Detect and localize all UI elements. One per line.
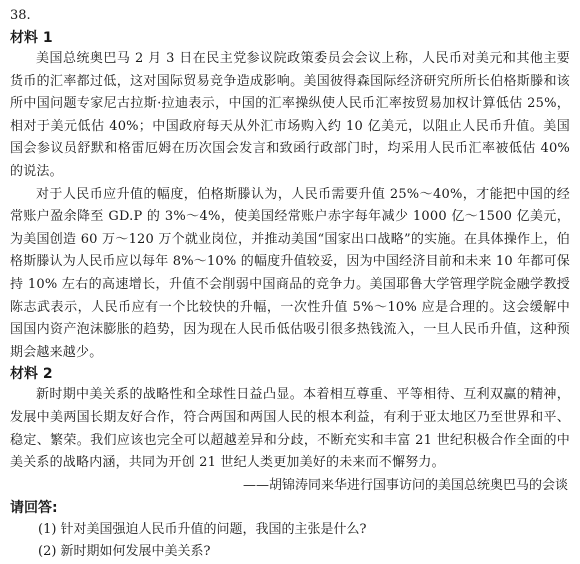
- material-1-heading: 材料 1: [10, 30, 53, 46]
- question-item-1: (1) 针对美国强迫人民币升值的问题，我国的主张是什么?: [38, 521, 367, 537]
- material-2-signature: ——胡锦涛同来华进行国事访问的美国总统奥巴马的会谈: [242, 477, 568, 493]
- material-2-heading: 材料 2: [10, 366, 53, 383]
- material-1-paragraph-1: 美国总统奥巴马 2 月 3 日在民主党参议院政策委员会会议上称，人民币对美元和其他主要货币的汇率都过低，这对国际贸易竞争造成影响。美国彼得森国际经济研究所所长伯格斯滕和该所中国问题专家尼古拉斯·拉迪表示，中国的汇率操纵使人民币汇率按贸易加权计算低估 25%，相对于美元低估 40%；中国政府每天从外汇市场购入约 10 亿美元，以阻止人民币升值。美国国会参议员舒默和格雷厄姆在历次国会发言和致函行政部门时，均采用人民币汇率被低估 40% 的说法。: [10, 51, 570, 179]
- question-number: 38.: [10, 8, 31, 23]
- material-1-paragraph-2: 对于人民币应升值的幅度，伯格斯滕认为，人民币需要升值 25%～40%，才能把中国的经常账户盈余降至 GD.P 的 3%～4%，使美国经常账户赤字每年减少 1000 亿～1500 亿美元，为美国创造 60 万～120 万个就业岗位，并推动美国“国家出口战略”的实施。在具体操作上，伯格斯滕认为人民币应以每年 8%～10% 的幅度升值较妥，因为中国经济目前和未来 10 年都可保持 10% 左右的高速增长，升值不会削弱中国商品的竞争力。美国耶鲁大学管理学院金融学教授陈志武表示，人民币应有一个比较快的升幅，一次性升值 5%～10% 应是合理的。这会缓解中国国内资产泡沫膨胀的趋势，因为现在人民币低估吸引很多热钱流入，一旦人民币升值，这种预期会越来越少。: [10, 186, 570, 360]
- question-item-2: (2) 新时期如何发展中美关系?: [38, 543, 211, 559]
- material-2-paragraph: 新时期中美关系的战略性和全球性日益凸显。本着相互尊重、平等相待、互利双赢的精神，发展中美两国长期友好合作，符合两国和两国人民的根本利益，有利于亚太地区乃至世界和平、稳定、繁荣。我们应该也完全可以超越差异和分歧，不断充实和丰富 21 世纪积极合作全面的中美关系的战略内涵，共同为开创 21 世纪人类更加美好的未来而不懈努力。: [10, 387, 570, 471]
- answer-prompt: 请回答:: [10, 499, 58, 516]
